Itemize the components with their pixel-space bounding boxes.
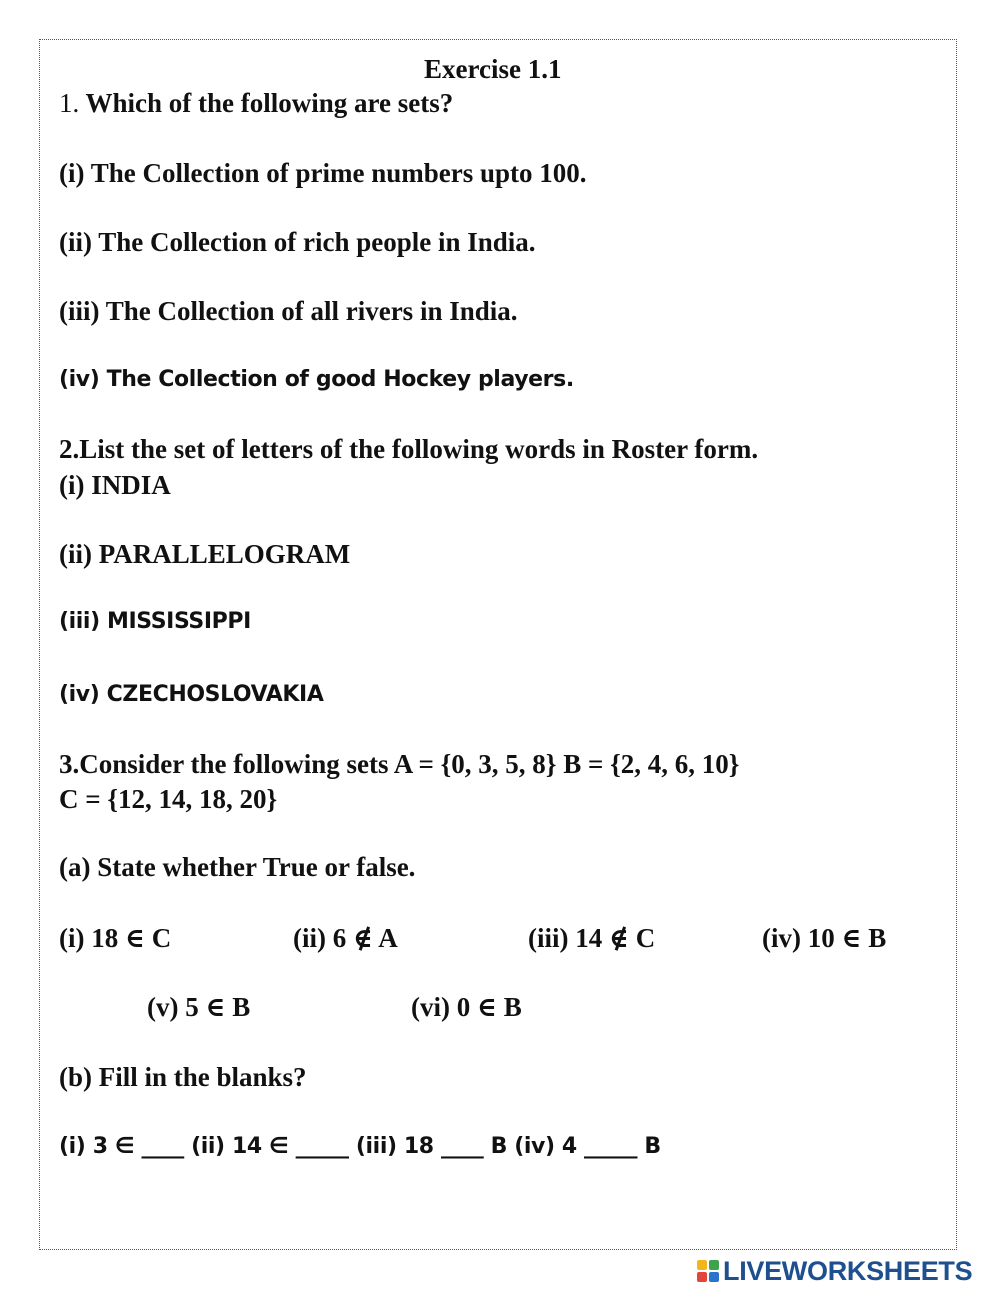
question-1-text: Which of the following are sets? [85,88,454,118]
q1-item-2: (ii) The Collection of rich people in India. [59,227,536,257]
logo-block-2 [709,1260,719,1270]
q3a-item-1: (i) 18 ∈ C [59,923,172,953]
q1-item-3: (iii) The Collection of all rivers in India. [59,296,518,326]
logo-block-1 [697,1260,707,1270]
q1-item-1: (i) The Collection of prime numbers upto 100. [59,158,587,188]
logo-blocks-icon [697,1260,719,1282]
logo-block-3 [697,1272,707,1282]
q2-item-4: (iv) CZECHOSLOVAKIA [59,682,324,707]
q3a-item-6: (vi) 0 ∈ B [411,992,522,1022]
q3a-heading: (a) State whether True or false. [59,852,416,882]
q2-item-1: (i) INDIA [59,470,171,500]
question-1 [59,88,453,119]
logo-block-4 [709,1272,719,1282]
q1-item-4: (iv) The Collection of good Hockey players. [59,367,574,392]
question-1-number: 1. [59,88,80,118]
logo-text: LIVEWORKSHEETS [723,1255,973,1286]
question-3-line-2: C = {12, 14, 18, 20} [59,784,278,814]
q2-item-3: (iii) MISSISSIPPI [59,609,251,634]
liveworksheets-logo [697,1257,972,1285]
question-3-line-1: 3.Consider the following sets A = {0, 3, 5, 8} B = {2, 4, 6, 10} [59,749,740,779]
page-title: Exercise 1.1 [424,54,562,84]
q3a-item-4: (iv) 10 ∈ B [762,923,887,953]
q3b-fill-in-line: (i) 3 ∈ ____ (ii) 14 ∈ _____ (iii) 18 ____ B (iv) 4 _____ B [59,1134,661,1159]
q3b-heading: (b) Fill in the blanks? [59,1062,307,1092]
question-2: 2.List the set of letters of the following words in Roster form. [59,434,759,464]
q3a-item-5: (v) 5 ∈ B [147,992,251,1022]
q2-item-2: (ii) PARALLELOGRAM [59,539,351,569]
q3a-item-3: (iii) 14 ∉ C [528,923,656,953]
q3a-item-2: (ii) 6 ∉ A [293,923,398,953]
